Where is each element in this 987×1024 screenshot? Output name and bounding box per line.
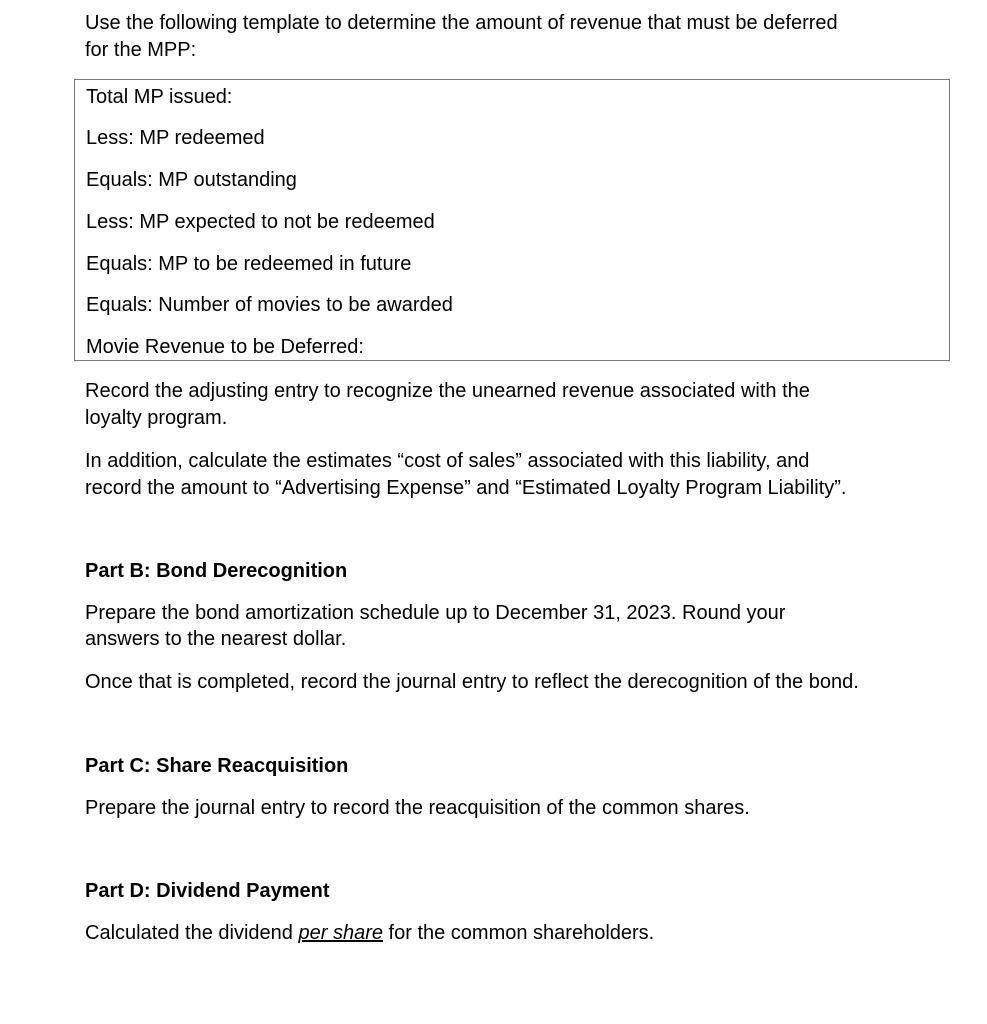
per-share-emphasis: per share [298,922,383,944]
intro-line-1: Use the following template to determine the amount of revenue that must be deferred [85,12,838,34]
part-d-text-before: Calculated the dividend [85,922,299,944]
record-entry-line-2: loyalty program. [85,407,228,429]
part-d-heading: Part D: Dividend Payment [85,880,330,902]
part-b-line-2: answers to the nearest dollar. [85,628,347,650]
part-d-line-1 [85,920,654,946]
part-d-text-after: for the common shareholders. [382,922,655,944]
record-entry-line-1: Record the adjusting entry to recognize the unearned revenue associated with the [85,380,810,402]
template-row-not-redeemed: Less: MP expected to not be redeemed [86,211,435,233]
template-row-outstanding: Equals: MP outstanding [86,169,297,191]
template-row-total-issued: Total MP issued: [86,86,233,108]
template-row-redeemed: Less: MP redeemed [86,127,265,149]
mpp-template-table [74,79,950,361]
intro-line-2: for the MPP: [85,39,197,61]
part-b-line-3: Once that is completed, record the journal entry to reflect the derecognition of the bond. [85,671,859,693]
part-c-line-1: Prepare the journal entry to record the reacquisition of the common shares. [85,797,750,819]
cost-of-sales-line-2: record the amount to “Advertising Expense” and “Estimated Loyalty Program Liability”. [85,477,847,499]
template-row-revenue-deferred: Movie Revenue to be Deferred: [86,336,364,358]
part-b-heading: Part B: Bond Derecognition [85,560,348,582]
template-row-movies-awarded: Equals: Number of movies to be awarded [86,294,453,316]
part-c-heading: Part C: Share Reacquisition [85,755,349,777]
part-b-line-1: Prepare the bond amortization schedule up to December 31, 2023. Round your [85,602,786,624]
template-row-future-redeemed: Equals: MP to be redeemed in future [86,253,412,275]
cost-of-sales-line-1: In addition, calculate the estimates “cost of sales” associated with this liability, and [85,450,810,472]
